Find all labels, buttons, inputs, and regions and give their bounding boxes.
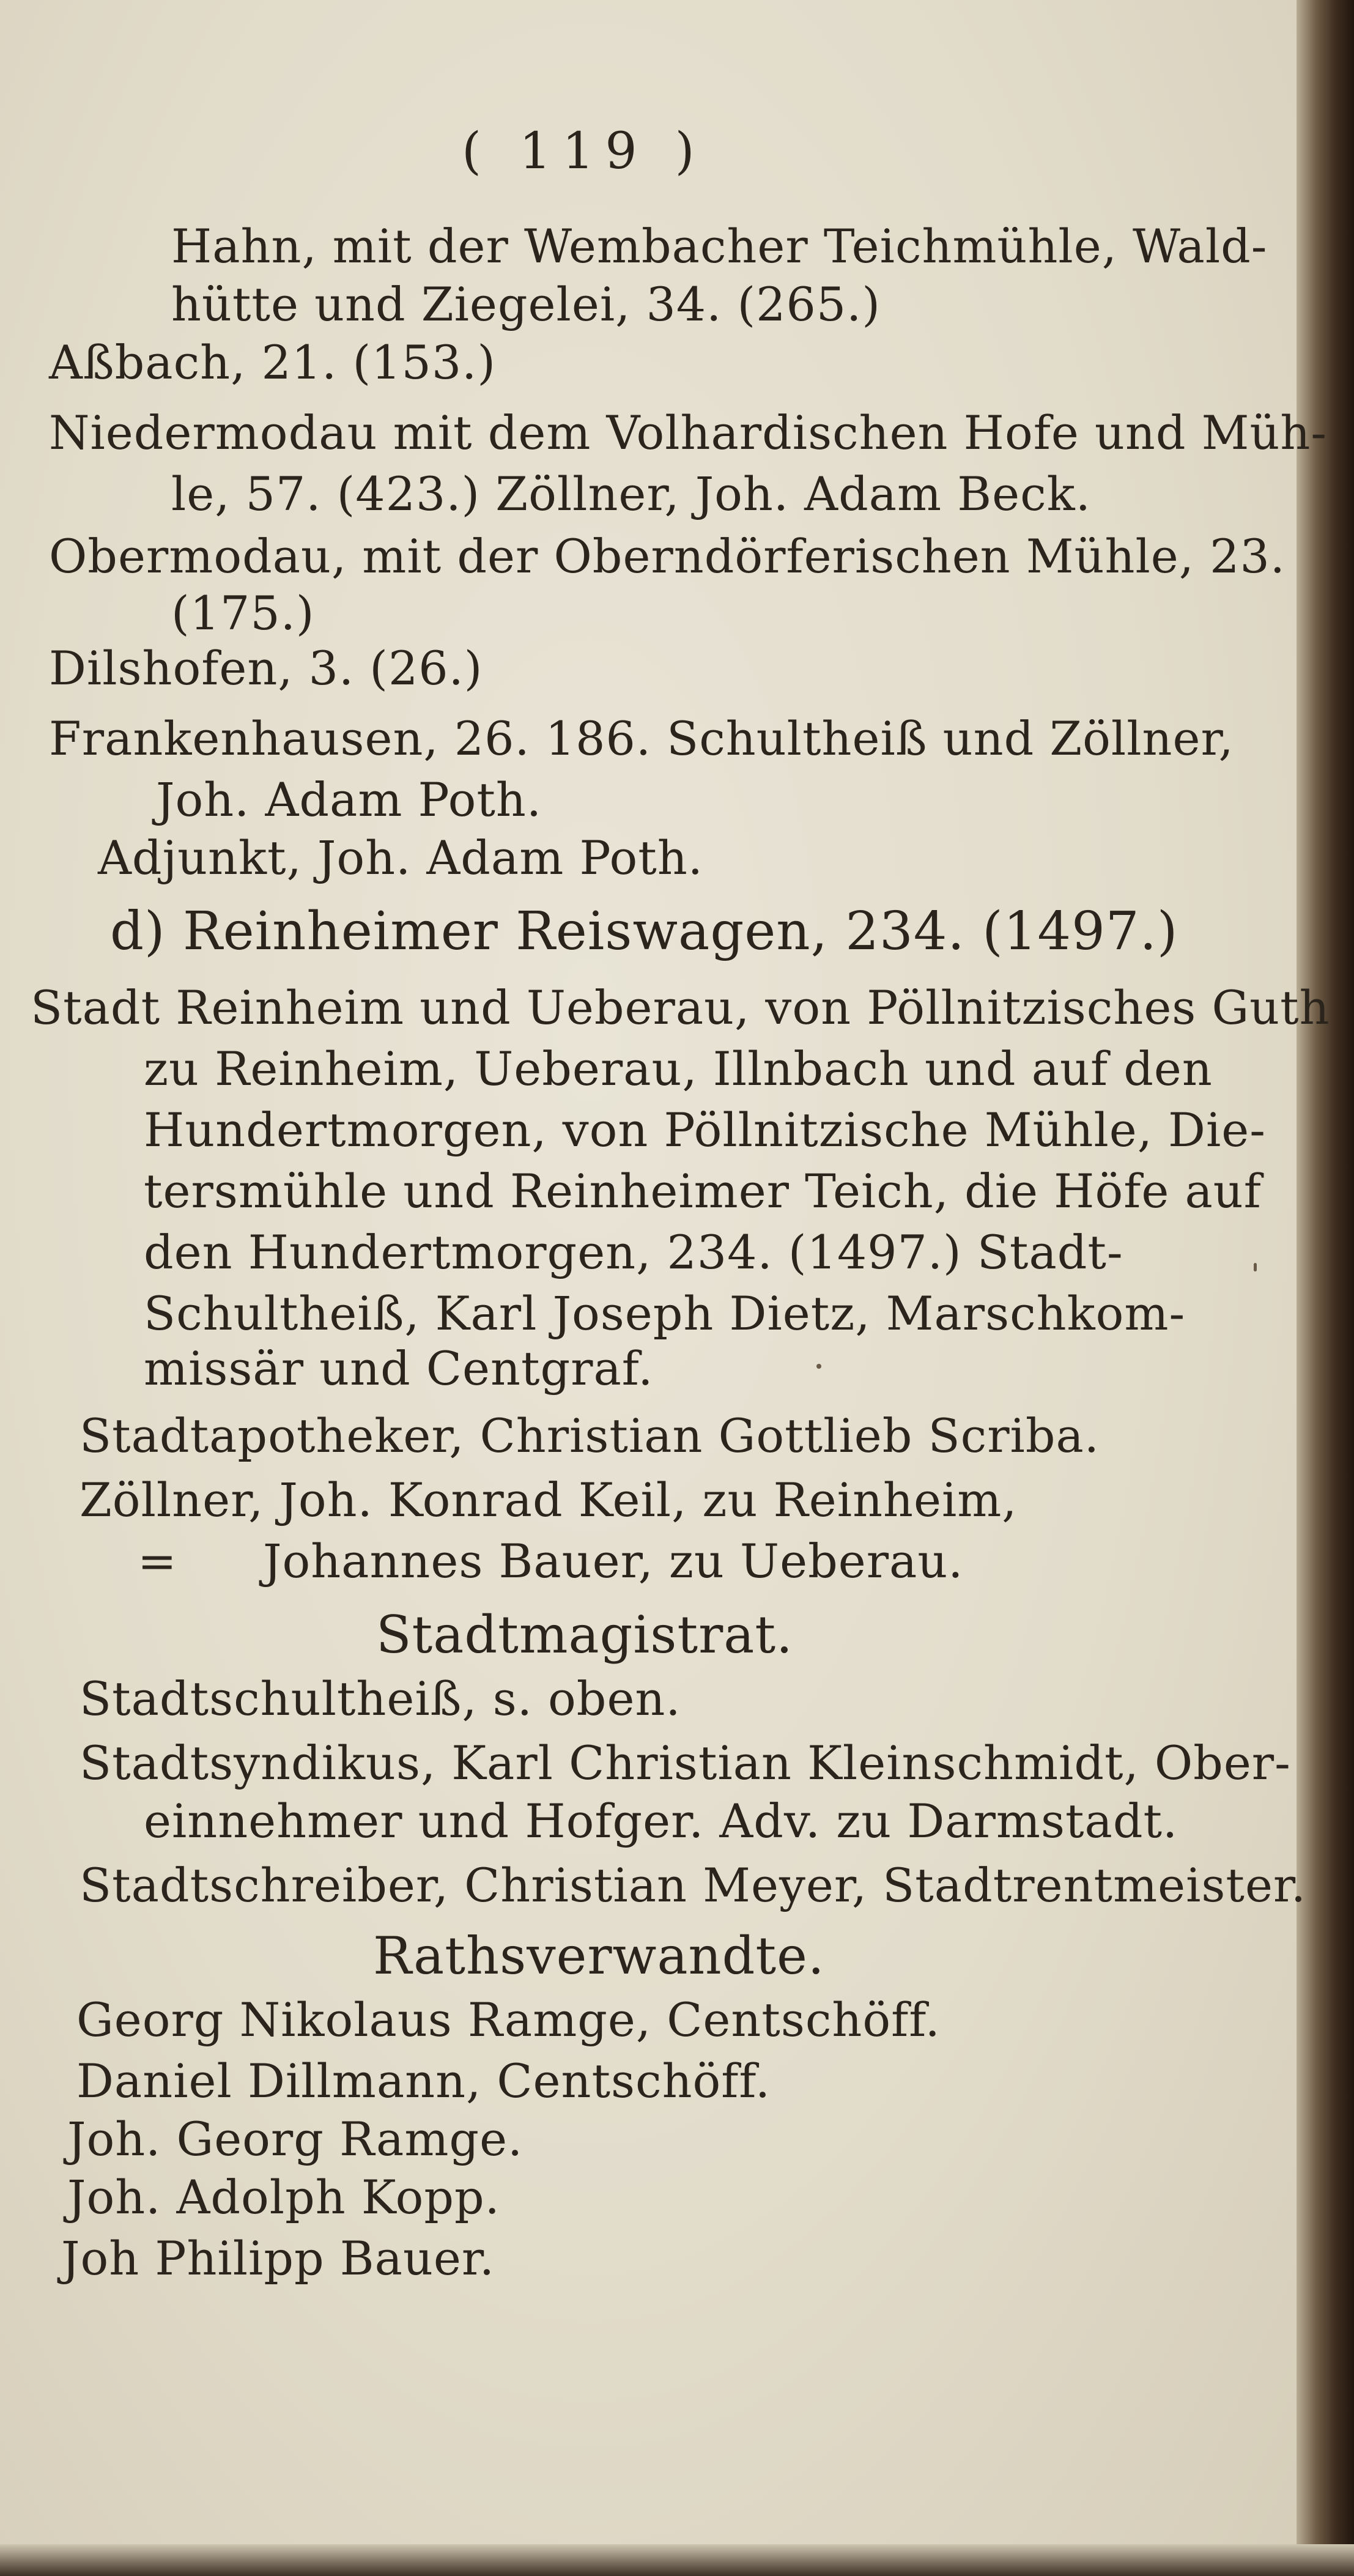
ink-mark: [1254, 1263, 1257, 1271]
text-line-3: Aßbach, 21. (153.): [49, 335, 496, 390]
text-line-26: einnehmer und Hofger. Adv. zu Darmstadt.: [144, 1794, 1178, 1848]
text-line-9: Frankenhausen, 26. 186. Schultheiß und Zöllner,: [49, 711, 1234, 766]
text-line-29: Georg Nikolaus Ramge, Centschöff.: [76, 1993, 941, 2047]
text-line-22: Johannes Bauer, zu Ueberau.: [263, 1534, 964, 1588]
text-line-10: Joh. Adam Poth.: [156, 772, 542, 827]
text-line-1: Hahn, mit der Wembacher Teichmühle, Wald-: [171, 219, 1268, 273]
text-line-11: Adjunkt, Joh. Adam Poth.: [98, 831, 703, 885]
text-line-21: Zöllner, Joh. Konrad Keil, zu Reinheim,: [80, 1473, 1018, 1527]
text-line-17: den Hundertmorgen, 234. (1497.) Stadt-: [144, 1225, 1123, 1279]
text-line-25: Stadtsyndikus, Karl Christian Kleinschmidt, Ober-: [80, 1736, 1291, 1790]
ditto-mark: =: [138, 1534, 177, 1588]
text-line-8: Dilshofen, 3. (26.): [49, 641, 483, 695]
text-line-18: Schultheiß, Karl Joseph Dietz, Marschkom-: [144, 1286, 1186, 1341]
text-line-32: Joh. Adolph Kopp.: [67, 2170, 500, 2224]
text-line-16: tersmühle und Reinheimer Teich, die Höfe auf: [144, 1164, 1262, 1218]
section-heading-d: d) Reinheimer Reiswagen, 234. (1497.): [110, 901, 1178, 962]
text-line-20: Stadtapotheker, Christian Gottlieb Scriba.: [80, 1408, 1100, 1463]
ink-speck: [816, 1364, 821, 1369]
text-line-6: Obermodau, mit der Oberndörferischen Mühle, 23.: [49, 529, 1286, 583]
text-line-31: Joh. Georg Ramge.: [67, 2112, 523, 2166]
text-line-27: Stadtschreiber, Christian Meyer, Stadtrentmeister.: [80, 1858, 1307, 1912]
text-line-24: Stadtschultheiß, s. oben.: [80, 1671, 681, 1726]
text-line-7: (175.): [171, 586, 315, 640]
page-number: ( 119 ): [462, 122, 706, 180]
text-line-4: Niedermodau mit dem Volhardischen Hofe und Müh-: [49, 405, 1328, 460]
text-line-5: le, 57. (423.) Zöllner, Joh. Adam Beck.: [171, 467, 1091, 521]
book-spine: [1297, 0, 1354, 2576]
heading-stadtmagistrat: Stadtmagistrat.: [376, 1605, 793, 1665]
heading-rathsverwandte: Rathsverwandte.: [373, 1926, 825, 1986]
text-line-19: missär und Centgraf.: [144, 1341, 654, 1396]
text-line-14: zu Reinheim, Ueberau, Illnbach und auf den: [144, 1042, 1213, 1096]
page-bottom-edge: [0, 2544, 1354, 2576]
text-line-30: Daniel Dillmann, Centschöff.: [76, 2054, 771, 2108]
text-line-33: Joh Philipp Bauer.: [61, 2231, 495, 2285]
text-line-2: hütte und Ziegelei, 34. (265.): [171, 277, 881, 331]
text-line-13: Stadt Reinheim und Ueberau, von Pöllnitzisches Guth: [31, 980, 1330, 1035]
text-line-15: Hundertmorgen, von Pöllnitzische Mühle, Die-: [144, 1103, 1266, 1157]
